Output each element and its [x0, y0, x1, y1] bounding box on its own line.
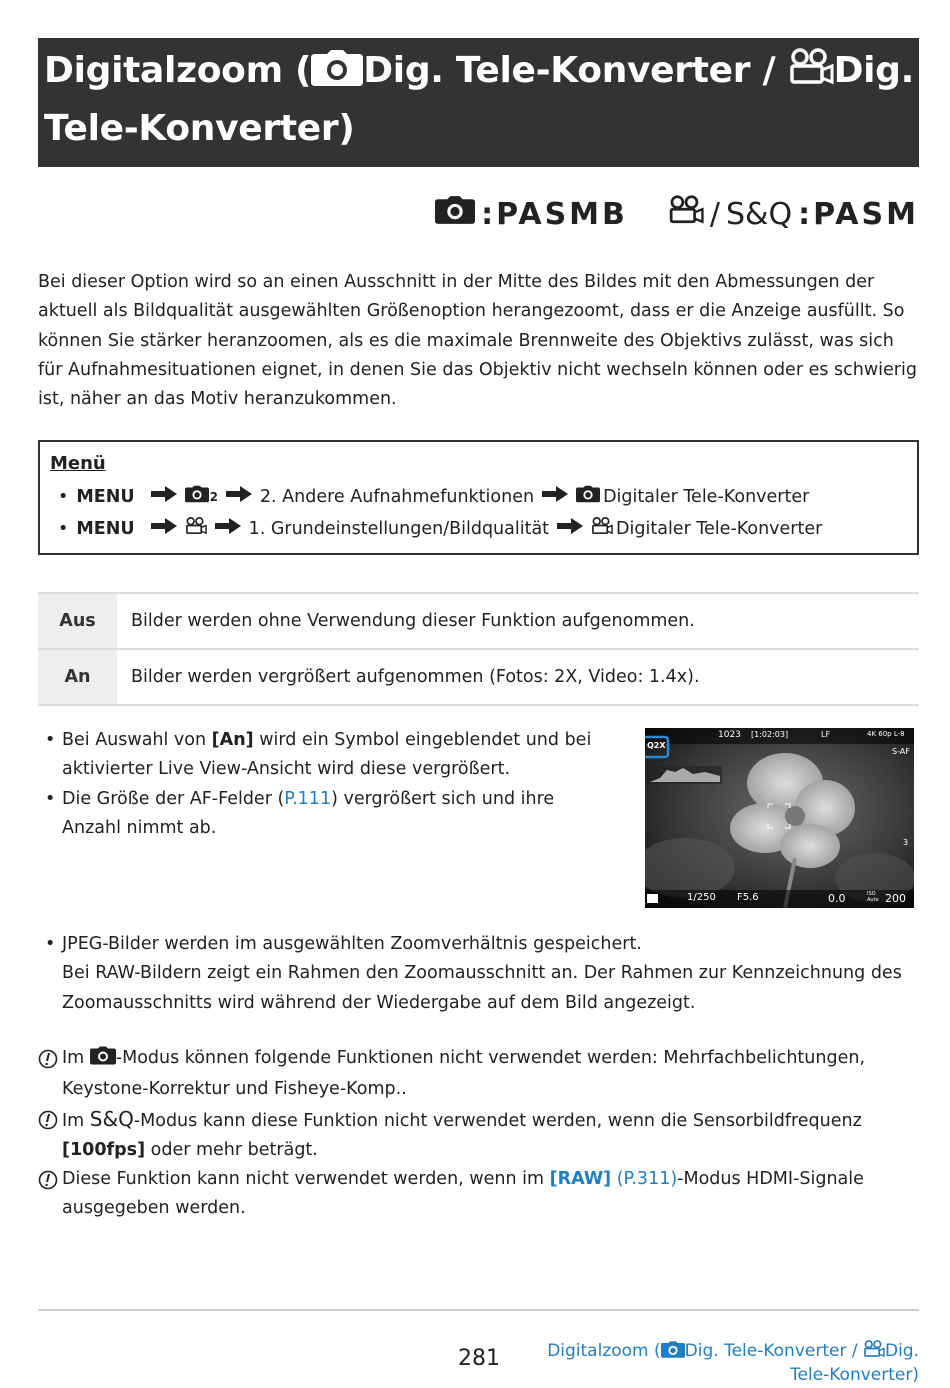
caution-icon: [38, 1110, 58, 1140]
bullet-list: [38, 930, 918, 1018]
option-key: Aus: [38, 594, 117, 648]
camera-icon: [576, 485, 600, 508]
exposure-compensation: 0.0: [828, 892, 846, 905]
list-item: • Die Größe der AF-Felder (P.111) vergrößert sich und ihre Anzahl nimmt ab.: [38, 785, 613, 844]
camera-icon: [311, 50, 363, 95]
aperture: F5.6: [737, 892, 759, 903]
option-description: Bilder werden vergrößert aufgenommen (Fotos: 2X, Video: 1.4x).: [131, 667, 700, 687]
page-link[interactable]: P.111: [284, 788, 332, 809]
title-part1: Digitalzoom (: [44, 50, 312, 91]
notes-list: [38, 1044, 918, 1224]
mode-separator: /: [709, 196, 721, 232]
bullet-list: [38, 726, 613, 843]
title-part3: Dig.: [833, 50, 915, 91]
page-title-box: [38, 38, 919, 167]
menu-button-label: MENU: [76, 518, 135, 539]
arrow-right-icon: [215, 518, 241, 539]
movie-camera-icon: [668, 194, 704, 234]
note-item: Im S&Q-Modus kann diese Funktion nicht verwendet werden, wenn die Sensorbildfrequenz [100fps] oder mehr beträgt.: [38, 1105, 918, 1166]
caution-icon: [38, 1170, 58, 1200]
shot-count: 1023: [718, 730, 741, 740]
camera-tab-icon: [185, 485, 209, 508]
menu-button-label: MENU: [76, 486, 135, 507]
menu-path-photo: • MENU 2 2. Andere Aufnahmefunktionen Digitaler Tele-Konverter: [58, 486, 810, 507]
page-number: 281: [458, 1346, 500, 1371]
camera-icon: [435, 195, 475, 233]
zoom-indicator: Q2X: [647, 741, 666, 750]
note-item: Diese Funktion kann nicht verwendet werden, wenn im [RAW] (P.311)-Modus HDMI-Signale ausgegeben werden.: [38, 1165, 918, 1224]
image-quality: LF: [821, 730, 831, 739]
movie-camera-icon: [185, 516, 207, 541]
video-quality: 4K 60p L-8: [867, 730, 905, 738]
option-description: Bilder werden ohne Verwendung dieser Funktion aufgenommen.: [131, 611, 695, 631]
menu-step-2: Digitaler Tele-Konverter: [603, 486, 810, 507]
photo-modes-label: :PASMB: [481, 196, 628, 232]
stabilizer-value: 3: [903, 838, 909, 847]
iso-value: 200: [885, 892, 906, 905]
menu-path-box: [38, 440, 919, 555]
movie-camera-icon: [591, 516, 613, 541]
raw-link[interactable]: [RAW]: [549, 1169, 612, 1190]
title-part2: Dig. Tele-Konverter /: [363, 50, 788, 91]
page-title-line-1: [44, 48, 914, 95]
menu-step-2: Digitaler Tele-Konverter: [616, 518, 823, 539]
menu-step-1: 2. Andere Aufnahmefunktionen: [259, 486, 535, 507]
table-row: [38, 648, 919, 706]
arrow-right-icon: [151, 486, 177, 507]
caution-icon: [38, 1049, 58, 1079]
mode-availability-row: [435, 192, 919, 236]
iso-label: ISO Auto: [867, 891, 879, 903]
options-table: [38, 592, 919, 706]
list-item: • Bei Auswahl von [An] wird ein Symbol eingeblendet und bei aktivierter Live View-Ansicht wird diese vergrößert.: [38, 726, 613, 785]
sq-mode-label: S&Q: [726, 196, 793, 232]
menu-heading: Menü: [50, 453, 106, 474]
page-link[interactable]: (P.311): [616, 1169, 678, 1190]
arrow-right-icon: [151, 518, 177, 539]
table-row: [38, 592, 919, 648]
footer-section-link[interactable]: Digitalzoom ( Dig. Tele-Konverter / Dig. Tele-Konverter): [547, 1341, 919, 1385]
menu-step-1: 1. Grundeinstellungen/Bildqualität: [248, 518, 550, 539]
arrow-right-icon: [226, 486, 252, 507]
menu-path-video: • MENU 1. Grundeinstellungen/Bildqualität Digitaler Tele-Konverter: [58, 516, 822, 541]
arrow-right-icon: [542, 486, 568, 507]
page-title-line-2: Tele-Konverter): [44, 108, 355, 149]
list-item: • JPEG-Bilder werden im ausgewählten Zoomverhältnis gespeichert. Bei RAW-Bildern zeigt ein Rahmen den Zoomausschnitt an. Der Rahmen zur Kennzeichnung des Zoomausschnitts wird während der Wiedergabe auf dem Bild angezeigt.: [38, 930, 918, 1018]
intro-paragraph: Bei dieser Option wird so an einen Ausschnitt in der Mitte des Bildes mit den Abmessungen der aktuell als Bildqualität ausgewählten Größenoption herangezoomt, dass er die Anzeige ausfüllt. So können Sie stärker heranzoomen, als es die maximale Brennweite des Objektivs zulässt, was sich für Aufnahmesituationen eignet, in denen Sie das Objektiv nicht wechseln können oder es schwierig ist, näher an das Motiv heranzukommen.: [38, 272, 917, 410]
camera-icon: [90, 1046, 116, 1075]
camera-icon: [661, 1341, 685, 1364]
sq-mode-label: S&Q: [89, 1106, 134, 1131]
movie-camera-icon: [863, 1340, 885, 1364]
video-modes-label: :PASM: [798, 196, 919, 232]
af-mode: S-AF: [892, 747, 910, 756]
arrow-right-icon: [557, 518, 583, 539]
movie-camera-icon: [788, 48, 834, 95]
option-key: An: [38, 650, 117, 704]
note-item: Im -Modus können folgende Funktionen nicht verwendet werden: Mehrfachbelichtungen, Keystone-Korrektur und Fisheye-Komp..: [38, 1044, 918, 1105]
footer-divider: [38, 1309, 919, 1311]
shutter-speed: 1/250: [687, 892, 716, 903]
live-view-screenshot: [645, 728, 914, 908]
record-time: [1:02:03]: [751, 730, 789, 739]
tab-number: 2: [209, 489, 218, 504]
